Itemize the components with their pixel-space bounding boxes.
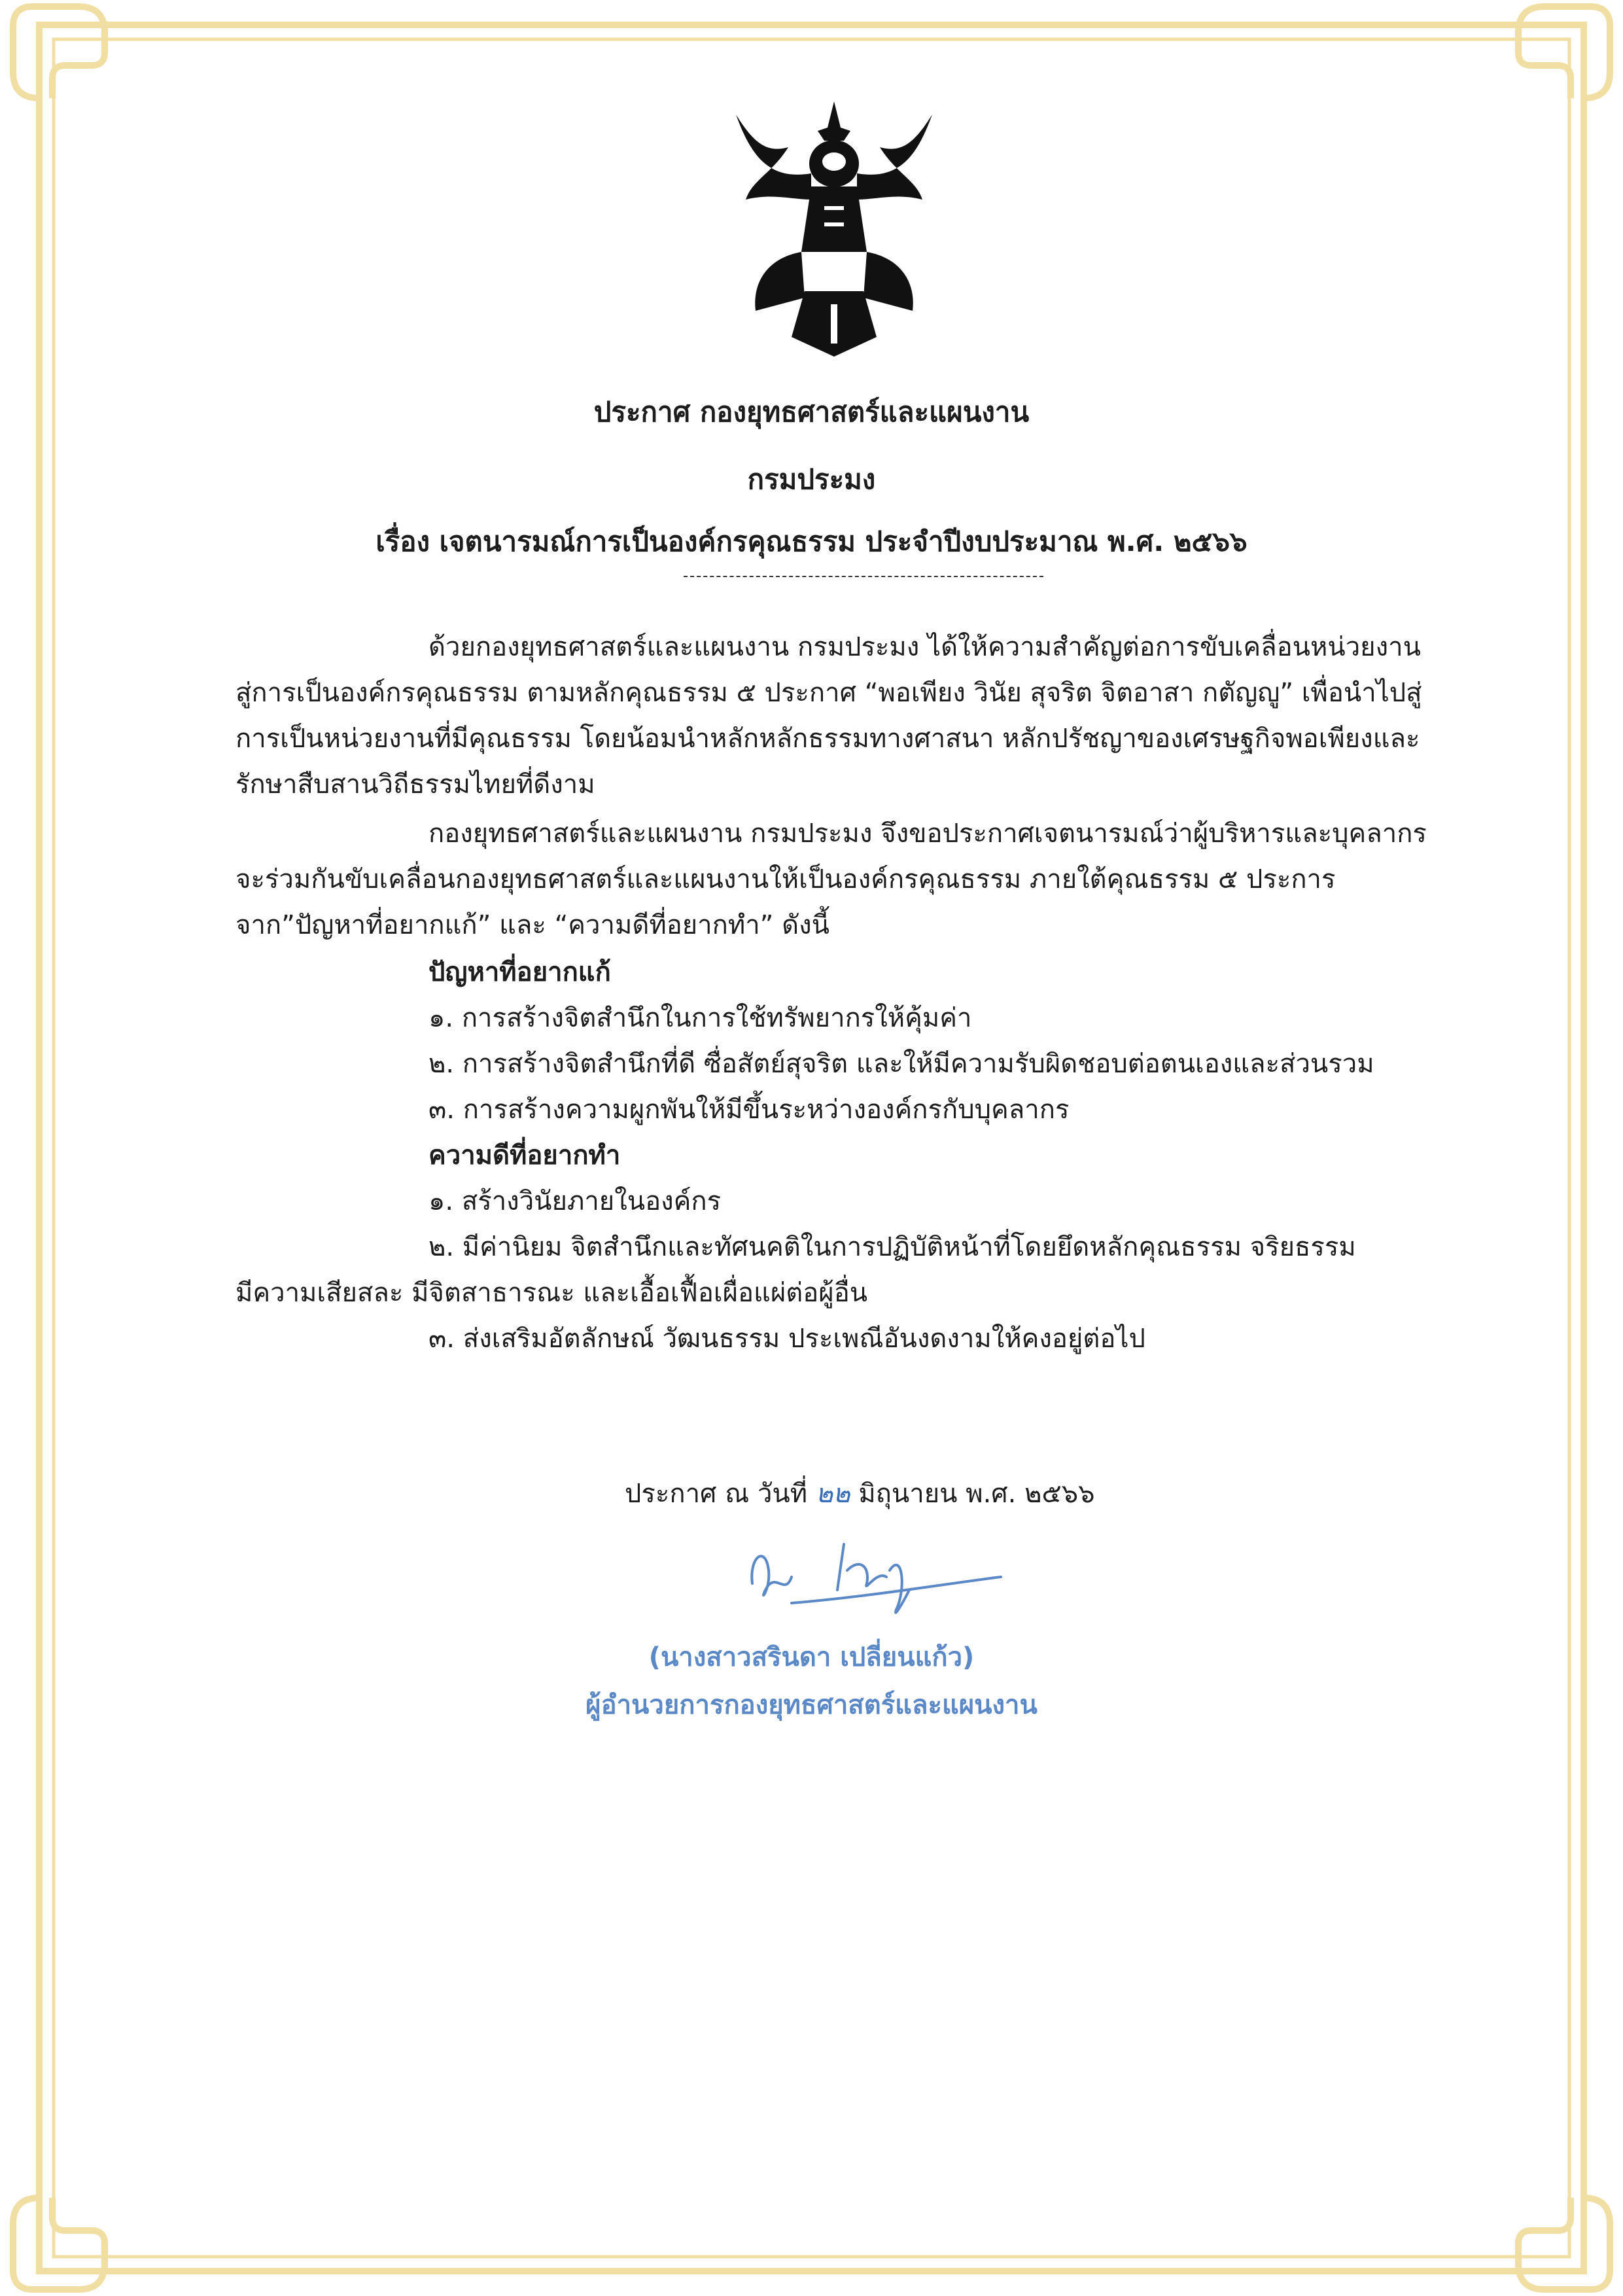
signer-position: ผู้อำนวยการกองยุทธศาสตร์และแผนงาน <box>585 1690 1038 1720</box>
announcement-date: ประกาศ ณ วันที่ ๒๒ มิถุนายน พ.ศ. ๒๕๖๖ <box>625 1479 1095 1509</box>
announcement-title: ประกาศ กองยุทธศาสตร์และแผนงาน <box>593 396 1030 428</box>
problems-heading: ปัญหาที่อยากแก้ <box>428 957 611 987</box>
good-item-2: ๒. มีค่านิยม จิตสำนึกและทัศนคติในการปฏิบัติหน้าที่โดยยึดหลักคุณธรรม จริยธรรม <box>428 1232 1356 1262</box>
handwritten-day: ๒๒ <box>815 1479 850 1509</box>
para2-line3: จาก”ปัญหาที่อยากแก้” และ “ความดีที่อยากทำ” ดังนี้ <box>236 910 829 940</box>
goods-heading: ความดีที่อยากทำ <box>428 1140 621 1171</box>
problem-item-1: ๑. การสร้างจิตสำนึกในการใช้ทรัพยากรให้คุ้มค่า <box>428 1003 972 1033</box>
garuda-emblem-icon <box>726 101 942 357</box>
para2-line2: จะร่วมกันขับเคลื่อนกองยุทธศาสตร์และแผนงานให้เป็นองค์กรคุณธรรม ภายใต้คุณธรรม ๕ ประการ <box>236 864 1336 894</box>
department-name: กรมประมง <box>747 463 876 495</box>
handwritten-signature-icon <box>739 1531 1014 1629</box>
problem-item-3: ๓. การสร้างความผูกพันให้มีขึ้นระหว่างองค์กรกับบุคลากร <box>428 1095 1070 1125</box>
signer-name: (นางสาวสรินดา เปลี่ยนแก้ว) <box>648 1642 975 1672</box>
title-separator <box>684 576 1043 577</box>
announcement-subject: เรื่อง เจตนารมณ์การเป็นองค์กรคุณธรรม ประจำปีงบประมาณ พ.ศ. ๒๕๖๖ <box>375 525 1248 557</box>
good-item-2-cont: มีความเสียสละ มีจิตสาธารณะ และเอื้อเฟื้อเผื่อแผ่ต่อผู้อื่น <box>236 1278 868 1308</box>
problem-item-2: ๒. การสร้างจิตสำนึกที่ดี ซื่อสัตย์สุจริต และให้มีความรับผิดชอบต่อตนเองและส่วนรวม <box>428 1049 1374 1079</box>
para1-line2: สู่การเป็นองค์กรคุณธรรม ตามหลักคุณธรรม ๕ ประกาศ “พอเพียง วินัย สุจริต จิตอาสา กตัญญู” เพื่อนำไปสู่ <box>236 678 1422 708</box>
para1-line3: การเป็นหน่วยงานที่มีคุณธรรม โดยน้อมนำหลักหลักธรรมทางศาสนา หลักปรัชญาของเศรษฐกิจพอเพียงและ <box>236 724 1420 754</box>
good-item-1: ๑. สร้างวินัยภายในองค์กร <box>428 1186 722 1216</box>
para2-line1: กองยุทธศาสตร์และแผนงาน กรมประมง จึงขอประกาศเจตนารมณ์ว่าผู้บริหารและบุคลากร <box>428 819 1427 849</box>
para1-line4: รักษาสืบสานวิถีธรรมไทยที่ดีงาม <box>236 769 595 800</box>
good-item-3: ๓. ส่งเสริมอัตลักษณ์ วัฒนธรรม ประเพณีอันงดงามให้คงอยู่ต่อไป <box>428 1324 1145 1354</box>
para1-line1: ด้วยกองยุทธศาสตร์และแผนงาน กรมประมง ได้ให้ความสำคัญต่อการขับเคลื่อนหน่วยงาน <box>428 632 1421 662</box>
